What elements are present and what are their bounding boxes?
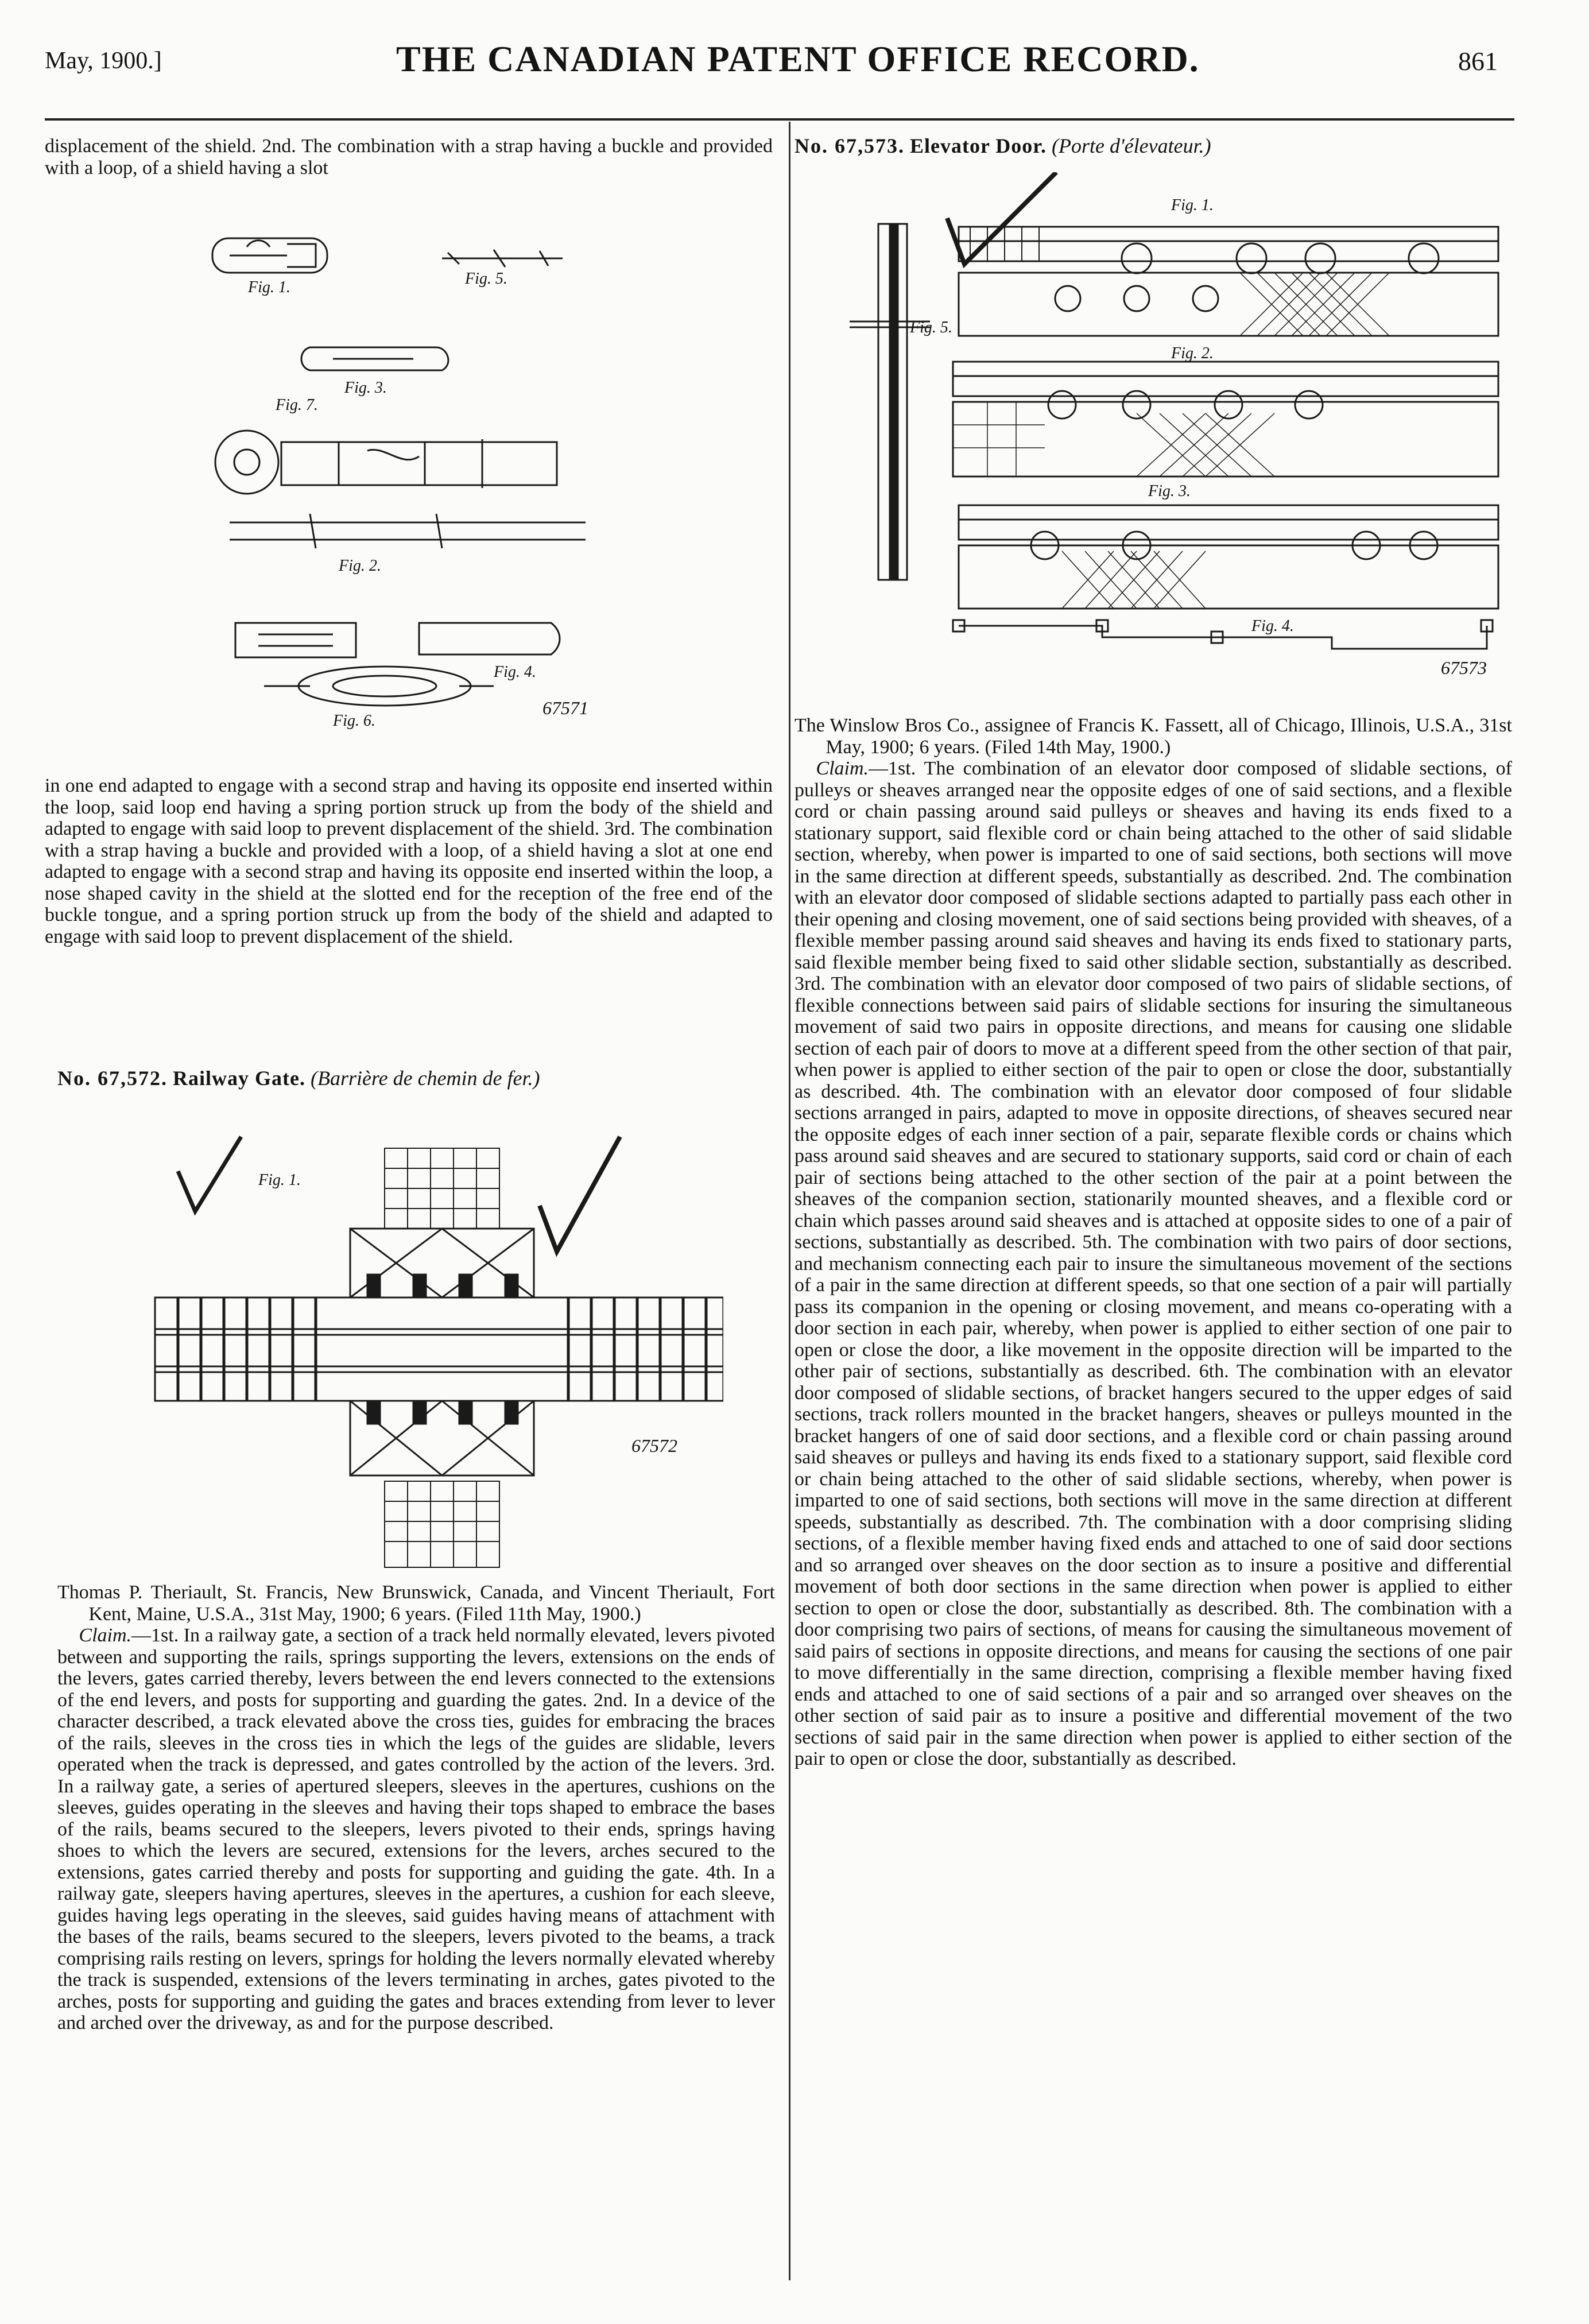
fig-label-2: Fig. 2. [339, 557, 381, 575]
fig-label-elevator-5: Fig. 5. [910, 319, 952, 336]
fig-label-4: Fig. 4. [494, 663, 536, 681]
fig-label-elevator-2: Fig. 2. [1171, 344, 1214, 362]
claim-continuation-top: displacement of the shield. 2nd. The combination with a strap having a buckle and provided with a loop, of a shield having a slot [45, 135, 773, 179]
patent-67572-heading [57, 1068, 775, 1090]
header-date: May, 1900.] [45, 48, 162, 74]
patent-67573-french-title: (Porte d'élevateur.) [1051, 134, 1211, 157]
patent-67572-title: Railway Gate. [173, 1067, 305, 1090]
patent-67573-claims: —1st. The combination of an elevator door composed of slidable sections, of pulleys or sheaves arranged near the opposite edges of one of said sections, and a flexible cord or chain passing around said pulleys or sheaves and having its ends fixed to a stationary support, said flexible cord or chain being attached to the other of said slidable section, whereby, when power is imparted to one of said sections, both sections will move in the same direction at different speeds, substantially as described. 2nd. The combination with an elevator door composed of slidable sections adapted to partially pass each other in their opening and closing movement, one of said sections being provided with sheaves, of a flexible member passing around said sheaves and having its ends fixed to stationary parts, said flexible member being fixed to said other slidable section, substantially as described. 3rd. The combination with an elevator door composed of two pairs of slidable sections, of flexible connections between said pairs of slidable sections for insuring the simultaneous movement of said two pairs in opposite directions, and means for causing one slidable section of each pair of doors to move at a different speed from the other section of that pair, when power is applied to either section of the pair to open or close the door, substantially as described. 4th. The combination with an elevator door composed of four slidable sections arranged in pairs, adapted to move in opposite directions, of sheaves secured near the opposite edges of each inner section of a pair, separate flexible cords or chains which pass around said sheaves and are secured to stationary supports, said cord or chain of each pair of sections being attached to the other section of the pair at a point between the sheaves of the companion section, stationarily mounted sheaves, and a flexible cord or chain which passes around said sheaves and is attached at opposite sides to one of a pair of sections, substantially as described. 5th. The combination with two pairs of door sections, and mechanism connecting each pair to insure the simultaneous movement of the sections of a pair in the same direction at different speeds, so that one section of a pair will partially pass its companion in the opening or closing movement, and means co-operating with a door section in each pair, whereby, when power is applied to either section of one pair to open or close the door, a like movement in the opposite direction will be imparted to the other pair of sections, substantially as described. 6th. The combination with an elevator door composed of slidable sections, of bracket hangers secured to the upper edges of said sections, track rollers mounted in the bracket hangers, sheaves or pulleys mounted in the bracket hangers of one of said door sections, and a flexible cord or chain passing around said sheaves or pulleys and having its ends fixed to a stationary support, said flexible cord or chain being attached to the other of said slidable sections, whereby, when power is imparted to one of said sections, both sections will move in the same direction at different speeds, substantially as described. 7th. The combination with a door comprising sliding sections, of a flexible member having fixed ends and attached to one of said door sections and so arranged over sheaves on the door section as to insure a positive and differential movement of both door sections in the same direction when power is applied to either section to open or close the door, substantially as described. 8th. The combination with a door comprising two pairs of sections, of means for causing the simultaneous movement of said pairs of sections in opposite directions, and means for causing the sections of one pair to move differentially in the same direction, comprising a flexible member having fixed ends and attached to one of said sections of a pair and so arranged over sheaves on the other section of said pair as to insure a positive and differential movement of the two sections of said pair in the same direction when power is applied to either section of the pair to open or close the door, substantially as described. [794, 758, 1512, 1769]
patent-67573-assignee: The Winslow Bros Co., assignee of Francis K. Fassett, all of Chicago, Illinois, U.S.A., 31st May, 1900; 6 years. (Filed 14th May, 1900.) [794, 715, 1512, 758]
fig-label-6: Fig. 6. [333, 712, 375, 730]
patent-67573-title: Elevator Door. [910, 134, 1047, 157]
column-divider [789, 122, 790, 2280]
patent-67573-claim-label: Claim. [816, 758, 869, 779]
patent-67572-assignee: Thomas P. Theriault, St. Francis, New Brunswick, Canada, and Vincent Theriault, Fort Kent, Maine, U.S.A., 31st May, 1900; 6 years. (Filed 11th May, 1900.) [57, 1582, 775, 1625]
patent-67572-claims: —1st. In a railway gate, a section of a track held normally elevated, levers pivoted between and supporting the rails, springs supporting the levers, extensions on the ends of the levers, gates carried thereby, levers between the end levers connected to the extensions of the end levers, and posts for supporting and guarding the gates. 2nd. In a device of the character described, a track elevated above the cross ties, guides for embracing the braces of the rails, sleeves in the cross ties in which the legs of the guides are slidable, levers operated when the track is depressed, and gates controlled by the action of the levers. 3rd. In a railway gate, a series of apertured sleepers, sleeves in the apertures, cushions on the sleeves, guides operating in the sleeves and having their tops shaped to embrace the bases of the rails, beams secured to the sleepers, levers pivoted to their ends, springs having shoes to which the levers are secured, extensions for the levers, arches secured to the extensions, gates carried thereby and posts for supporting and guiding the gate. 4th. In a railway gate, sleepers having apertures, sleeves in the apertures, a cushion for each sleeve, guides having legs operating in the sleeves, said guides having means of attachment with the bases of the rails, beams secured to the sleepers, levers pivoted to the beams, a track comprising rails resting on levers, springs for holding the levers normally elevated whereby the track is suspended, extensions of the levers terminating in arches, gates pivoted to the arches, posts for supporting and guiding the gates and braces extending from lever to lever and arched over the driveway, as and for the purpose described. [57, 1625, 775, 2034]
patent-67572-number: No. 67,572. [57, 1067, 168, 1090]
patent-67573-body [794, 715, 1512, 1770]
drawing-number-67573: 67573 [1441, 657, 1487, 678]
patent-67572-french-title: (Barrière de chemin de fer.) [310, 1067, 540, 1090]
patent-67572-body [57, 1582, 775, 2034]
figure-67572-drawing [144, 1125, 723, 1573]
left-top-text-block [45, 135, 773, 179]
fig-label-7: Fig. 7. [276, 396, 318, 414]
patent-67572-claim-label: Claim. [79, 1625, 132, 1646]
elevator-door-drawing [815, 172, 1510, 700]
fig-label-5: Fig. 5. [465, 270, 507, 288]
drawing-number-67571: 67571 [542, 698, 588, 718]
fig-label-elevator-4: Fig. 4. [1251, 617, 1294, 635]
patent-67573-heading [794, 135, 1512, 157]
patent-67573-number: No. 67,573. [794, 134, 905, 157]
fig-label-elevator-1: Fig. 1. [1171, 196, 1214, 214]
fig-label-railway: Fig. 1. [258, 1171, 301, 1189]
page-number: 861 [1458, 47, 1498, 76]
figure-67573-drawing [815, 172, 1510, 700]
journal-title: THE CANADIAN PATENT OFFICE RECORD. [396, 38, 1200, 79]
fig-label-1: Fig. 1. [248, 278, 290, 296]
drawing-number-67572: 67572 [631, 1435, 677, 1456]
claims-67571-text: in one end adapted to engage with a second strap and having its opposite end inserted within the loop, said loop end having a spring portion struck up from the body of the shield and adapted to engage with said loop to prevent displacement of the shield. 3rd. The combination with a strap having a buckle and provided with a loop, of a shield having a slot at one end adapted to engage with a second strap and having its opposite end inserted within the loop, a nose shaped cavity in the shield at the slotted end for the reception of the free end of the buckle tongue, and a spring portion struck up from the body of the shield and adapted to engage with said loop to prevent displacement of the shield. [45, 775, 773, 947]
fig-label-elevator-3: Fig. 3. [1148, 482, 1191, 500]
fig-label-3: Fig. 3. [344, 379, 387, 397]
header-rule [45, 118, 1514, 121]
railway-gate-drawing [144, 1125, 723, 1573]
figure-67571-drawing [195, 204, 609, 746]
left-claims-continuation [45, 775, 773, 947]
